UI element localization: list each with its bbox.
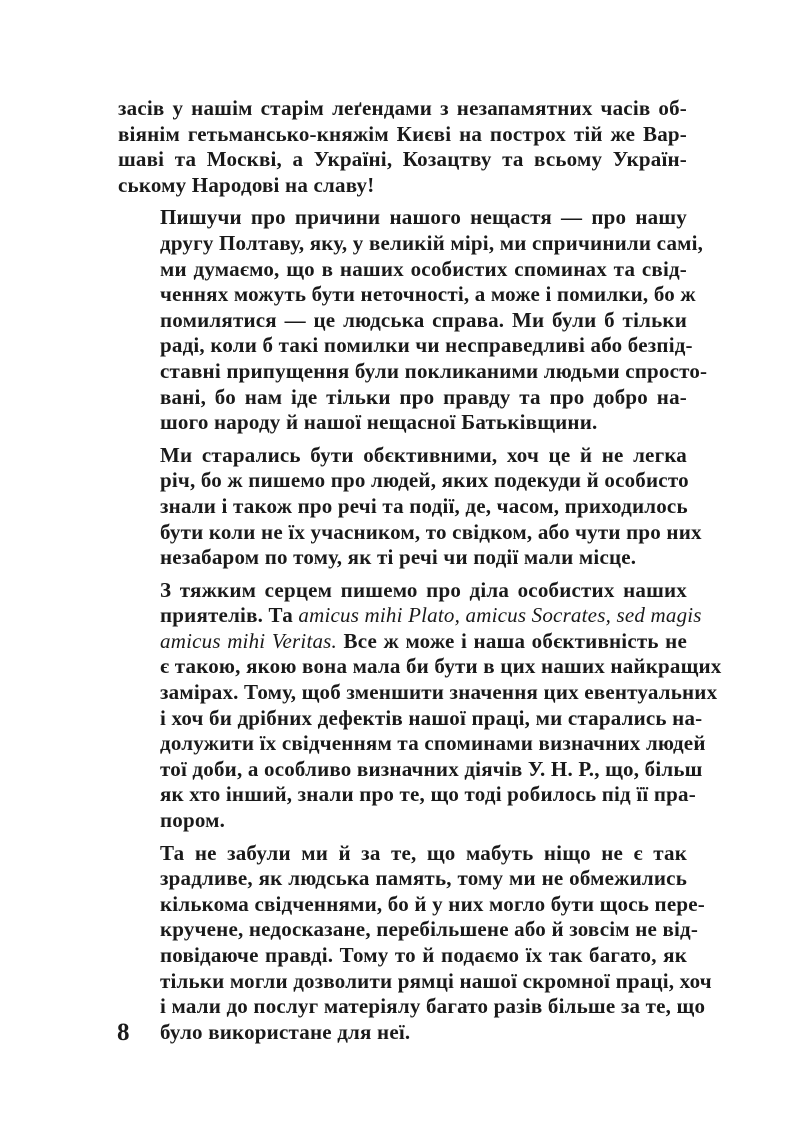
text-line: було використане для неї. bbox=[160, 1019, 411, 1044]
text-line: є такою, якою вона мала би бути в цих наших найкращих bbox=[160, 654, 722, 679]
text-line: приятелів. Та amicus mihi Plato, amicus Socrates, sed magis bbox=[160, 603, 702, 628]
text-line: і хоч би дрібних дефектів нашої праці, ми старались на- bbox=[160, 705, 703, 730]
text-line: зрадливе, як людська память, тому ми не обмежились bbox=[160, 866, 687, 891]
text-line: незабаром по тому, як ті речі чи події мали місце. bbox=[160, 545, 637, 570]
paragraph bbox=[118, 577, 722, 834]
text-line: З тяжким серцем пишемо про діла особистих наших bbox=[160, 577, 687, 602]
text-line: тої доби, а особливо визначних діячів У. Н. Р., що, більш bbox=[160, 756, 703, 781]
text-line: помилятися — це людська справа. Ми були б тільки bbox=[160, 307, 687, 332]
paragraph bbox=[118, 442, 702, 571]
text-line: бути коли не їх учасником, то свідком, або чути про них bbox=[160, 519, 702, 544]
text-line: засів у нашім старім леґендами з незапамятних часів об- bbox=[118, 96, 687, 120]
text-line: віянім гетьмансько-княжім Києві на построх тій же Вар- bbox=[118, 121, 687, 146]
text-line: ському Народові на славу! bbox=[118, 172, 375, 197]
text-line: кількома свідченнями, бо й у них могло бути щось пере- bbox=[160, 891, 705, 916]
text-line: шаві та Москві, а Україні, Козацтву та всьому Україн- bbox=[118, 147, 687, 172]
text-line: Пишучи про причини нашого нещастя — про нашу bbox=[160, 205, 687, 230]
text-line: як хто інший, знали про те, що тоді робилось під її пра- bbox=[160, 782, 696, 807]
text-line: знали і також про речі та події, де, часом, приходилось bbox=[160, 493, 688, 518]
text-line: Та не забули ми й за те, що мабуть ніщо не є так bbox=[160, 840, 687, 865]
text-line: Ми старались бути обєктивними, хоч це й не легка bbox=[160, 442, 687, 467]
paragraph bbox=[118, 96, 687, 198]
text-line: вані, бо нам іде тільки про правду та про добро на- bbox=[160, 384, 687, 409]
paragraph bbox=[118, 205, 708, 435]
page-number: 8 bbox=[117, 1019, 130, 1046]
text-line: пором. bbox=[160, 808, 226, 833]
text-line: ченнях можуть бути неточності, а може і помилки, бо ж bbox=[160, 282, 696, 307]
text-line: тільки могли дозволити рямці нашої скромної праці, хоч bbox=[160, 968, 712, 993]
text-line: amicus mihi Veritas. Все ж може і наша обєктивність не bbox=[160, 628, 687, 653]
text-line: кручене, недосказане, перебільшене або й зовсім не від- bbox=[160, 917, 699, 942]
paragraph bbox=[118, 840, 712, 1046]
text-line: шого народу й нашої нещасної Батьківщини. bbox=[160, 410, 598, 435]
text-line: раді, коли б такі помилки чи несправедливі або безпід- bbox=[160, 333, 693, 358]
text-line: ми думаємо, що в наших особистих споминах та свід- bbox=[160, 256, 687, 281]
text-line: долужити їх свідченням та споминами визначних людей bbox=[160, 731, 706, 756]
text-line: і мали до послуг матеріялу багато разів більше за те, що bbox=[160, 994, 706, 1019]
text-line: замірах. Тому, щоб зменшити значення цих евентуальних bbox=[160, 680, 718, 705]
body-text bbox=[118, 96, 722, 1052]
text-line: річ, бо ж пишемо про людей, яких подекуди й особисто bbox=[160, 468, 689, 493]
text-line: повідаюче правді. Тому то й подаємо їх так багато, як bbox=[160, 943, 687, 967]
text-line: ставні припущення були покликаними людьми спросто- bbox=[160, 358, 708, 383]
text-line: другу Полтаву, яку, у великій мірі, ми спричинили самі, bbox=[160, 230, 704, 255]
